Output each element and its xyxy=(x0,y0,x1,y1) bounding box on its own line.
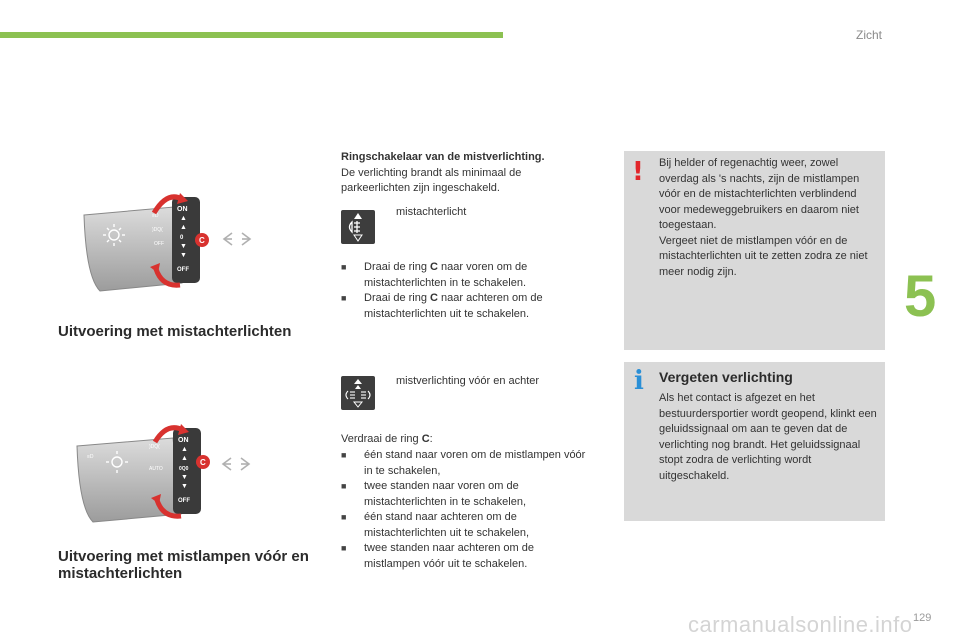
ring-position-on: ON xyxy=(178,437,189,444)
intro-text: De verlichting brandt als minimaal de parkeerlichten zijn ingeschakeld. xyxy=(341,166,522,194)
heading-rear-version: Uitvoering met mistachterlichten xyxy=(58,323,292,340)
svg-text:0Q0: 0Q0 xyxy=(179,466,189,472)
svg-text:≡D: ≡D xyxy=(87,454,94,460)
list-item: ■ twee standen naar achteren om de mistlampen vóór uit te schakelen. xyxy=(341,542,535,570)
svg-text:OFF: OFF xyxy=(154,241,164,247)
svg-text:▲: ▲ xyxy=(181,455,188,462)
front-rear-fog-light-icon xyxy=(341,376,375,410)
front-rear-instructions xyxy=(341,448,591,572)
direction-arrows-icon xyxy=(224,233,250,245)
heading-front-rear-version: Uitvoering met mistlampen vóór en mistachterlichten xyxy=(58,548,309,582)
front-rear-fog-label: mistverlichting vóór en achter xyxy=(396,375,540,387)
info-panel xyxy=(624,362,885,521)
stalk-rear-svg xyxy=(82,187,282,299)
list-item: ■ Draai de ring C naar voren om de mistachterlichten in te schakelen. xyxy=(341,261,528,289)
list-item: ■ Draai de ring C naar achteren om de mistachterlichten uit te schakelen. xyxy=(341,292,543,320)
svg-text:▲: ▲ xyxy=(180,215,187,222)
rear-instructions xyxy=(341,260,591,322)
svg-text:▼: ▼ xyxy=(180,252,187,259)
section-title: Zicht xyxy=(856,28,883,42)
ring-position-off: OFF xyxy=(178,498,190,504)
svg-text:▼: ▼ xyxy=(180,243,187,250)
list-item: ■ één stand naar voren om de mistlampen vóór in te schakelen, xyxy=(341,449,586,477)
ring-c-label: C xyxy=(200,458,206,467)
stalk-illustration-rear xyxy=(82,187,282,299)
both-lead: Verdraai de ring C: xyxy=(341,433,433,445)
ring-position-off: OFF xyxy=(177,267,189,273)
info-title: Vergeten verlichting xyxy=(659,369,793,385)
svg-text:▼: ▼ xyxy=(181,483,188,490)
list-item: ■ twee standen naar voren om de mistachterlichten in te schakelen, xyxy=(341,480,527,508)
svg-text:0: 0 xyxy=(180,235,184,241)
auto-label: AUTO xyxy=(149,466,163,472)
chapter-number: 5 xyxy=(904,264,937,329)
info-text: Als het contact is afgezet en het bestuurdersportier wordt geopend, klinkt een geluidssignaal om aan te geven dat de verlichting nog brandt. Het geluidssignaal stopt zodra de verlichting wordt uitgeschakeld. xyxy=(659,392,877,482)
warning-icon: ! xyxy=(632,157,644,187)
rear-fog-light-icon xyxy=(341,210,375,244)
intro-block xyxy=(341,150,591,197)
svg-text:≡D: ≡D xyxy=(152,213,159,219)
svg-text:▲: ▲ xyxy=(180,224,187,231)
page-number: 129 xyxy=(913,612,932,624)
intro-title: Ringschakelaar van de mistverlichting. xyxy=(341,151,545,163)
info-icon: i xyxy=(634,366,644,396)
svg-text:)DQ(: )DQ( xyxy=(149,444,160,450)
stalk-front-rear-svg xyxy=(75,418,275,530)
svg-text:▼: ▼ xyxy=(181,474,188,481)
rear-fog-label: mistachterlicht xyxy=(396,206,467,218)
ring-c-label: C xyxy=(199,236,205,245)
warning-text: Bij helder of regenachtig weer, zowel overdag als 's nachts, zijn de mistlampen vóór en de mistachterlichten verblindend voor medeweggebruikers en daarom niet toegestaan. Vergeet niet de mistlampen vóór en de mistachterlichten uit te zetten zodra ze niet meer nodig zijn. xyxy=(659,157,868,278)
header-accent-bar xyxy=(0,32,503,38)
direction-arrows-icon xyxy=(223,458,249,470)
warning-panel xyxy=(624,151,885,350)
list-item: ■ één stand naar achteren om de mistachterlichten uit te schakelen, xyxy=(341,511,530,539)
ring-position-on: ON xyxy=(177,206,188,213)
watermark: carmanualsonline.info xyxy=(688,612,913,637)
stalk-illustration-front-rear xyxy=(75,418,275,530)
svg-text:)DQ(: )DQ( xyxy=(152,227,163,233)
svg-text:▲: ▲ xyxy=(181,446,188,453)
